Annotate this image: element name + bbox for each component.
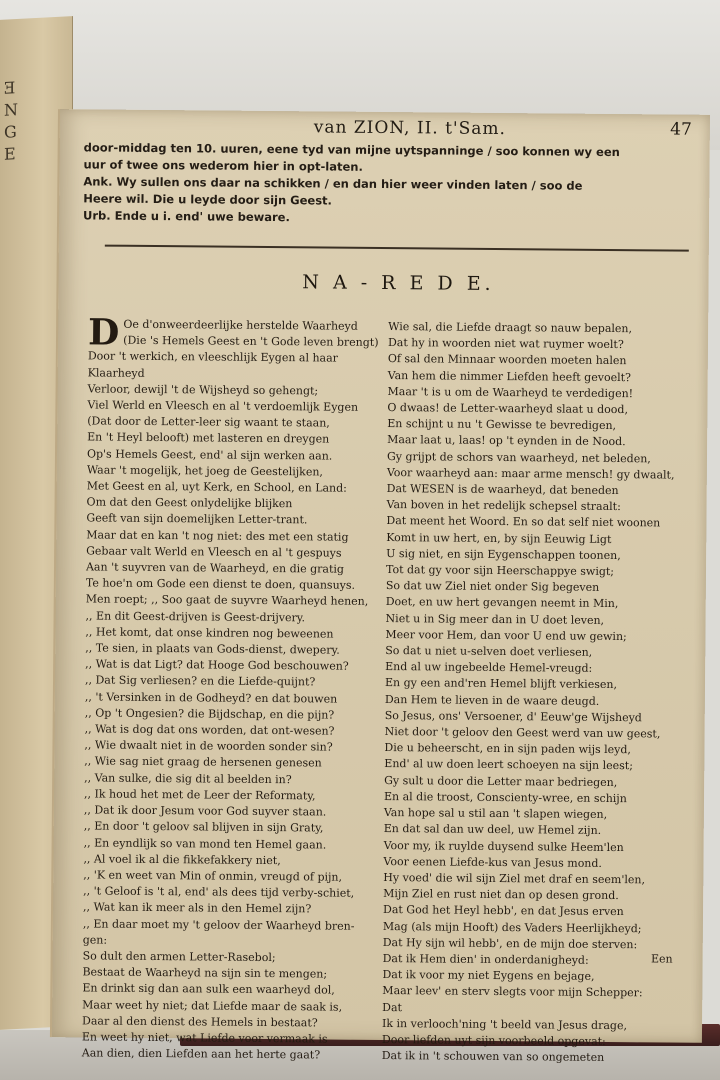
- poem-line: Op's Hemels Geest, end' al sijn werken aan.: [86, 447, 333, 463]
- poem-line: Maar laat u, laas! op 't eynden in de Nood.: [387, 433, 626, 449]
- poem-line: So dat u niet u-selven doet verliesen,: [385, 644, 593, 659]
- poem-line: ,, Al voel ik al die fikkefakkery niet,: [83, 852, 281, 867]
- poem-line: ,, Wie dwaalt niet in de woorden sonder sin?: [84, 738, 333, 754]
- poem-line: Viel Werld en Vleesch en al 't verdoemlijk Eygen: [87, 398, 359, 414]
- poem-line: End al uw ingebeelde Hemel-vreugd:: [385, 660, 593, 676]
- poem-line: Gebaar valt Werld en Vleesch en al 't gespuys: [86, 544, 342, 560]
- dialogue-block: [83, 139, 694, 229]
- section-heading: N A - R E D E.: [302, 271, 495, 295]
- margin-glyph: N: [4, 99, 18, 120]
- poem-line: Meer voor Hem, dan voor U end uw gewin;: [385, 627, 627, 643]
- poem-line: Door 't werkich, en vleeschlijk Eygen al haar: [87, 349, 339, 366]
- poem-line: Maar dat en kan 't nog niet: des met een statig: [86, 528, 349, 544]
- poem-line: Dat ik in 't schouwen van so ongemeten: [381, 1049, 605, 1065]
- poem-line: Om dat den Geest onlydelijke blijken: [86, 495, 293, 511]
- poem-line: Dat ik voor my niet Eygens en bejage,: [382, 968, 595, 983]
- poem-line: Dat Hy sijn wil hebb', en de mijn doe sterven:: [382, 935, 638, 951]
- poem-line: ,, Wat is dat Ligt? dat Hooge God beschouwen?: [85, 657, 349, 673]
- poem-line: Met Geest en al, uyt Kerk, en School, en Land:: [86, 479, 347, 495]
- poem-line: Geeft van sijn doemelijken Letter-trant.: [86, 511, 308, 527]
- poem-line: So Jesus, ons' Versoener, d' Eeuw'ge Wijsheyd: [384, 708, 642, 725]
- poem-line: ,, Van sulke, die sig dit al beelden in?: [84, 771, 292, 786]
- poem-line: ,, Wie sag niet graag de hersenen genesen: [84, 754, 322, 770]
- poem-line: door-middag ten 10. uuren, eene tyd van mijne uytspanninge / soo konnen wy een: [83, 140, 620, 160]
- poem-line: Urb. Ende u i. end' uwe beware.: [83, 208, 290, 225]
- poem-line: Tot dat gy voor sijn Heerschappye swigt;: [385, 563, 615, 579]
- poem-line: Dat ik Hem dien' in onderdanigheyd:: [382, 951, 589, 967]
- poem-line: ,, Dat Sig verliesen? en die Liefde-quijnt?: [84, 673, 316, 689]
- poem-line: So dat uw Ziel niet onder Sig begeven: [385, 579, 600, 595]
- page-number: 47: [670, 119, 692, 140]
- poem-line: ,, Wat is dog dat ons worden, dat ont-wesen?: [84, 722, 335, 738]
- poem-line: Die u beheerscht, en in sijn paden wijs leyd,: [384, 741, 631, 757]
- poem-line: Of sal den Minnaar woorden moeten halen: [387, 352, 627, 368]
- horizontal-rule: [105, 245, 689, 252]
- poem-line: U sig niet, en sijn Eygenschappen toonen,: [386, 546, 621, 562]
- poem-line: ,, 'K en weet van Min of onmin, vreugd of pijn,: [83, 868, 343, 884]
- poem-line: Ank. Wy sullen ons daar na schikken / en dan hier weer vinden laten / soo de: [83, 174, 583, 193]
- poem-line: Waar 't mogelijk, het joeg de Geestelijken,: [86, 463, 324, 479]
- poem-line: Voor my, ik ruylde duysend sulke Heem'len: [383, 838, 624, 854]
- margin-glyph: G: [4, 122, 17, 142]
- poem-line: Niet door 't geloov den Geest werd van uw geest,: [384, 725, 661, 741]
- poem-line: Men roept; ,, Soo gaat de suyvre Waarheyd henen,: [85, 592, 369, 609]
- poem-line: Maar leev' en sterv slegts voor mijn Schepper:: [382, 984, 643, 1000]
- poem-line: Verloor, dewijl 't de Wijsheyd so gehengt;: [87, 382, 319, 398]
- poem-line: Aan dien, dien Liefden aan het herte gaat?: [81, 1046, 321, 1062]
- poem-line: So dult den armen Letter-Rasebol;: [82, 949, 276, 965]
- catchword: Een: [650, 952, 673, 966]
- poem-line: Dat meent het Woord. En so dat self niet woonen: [386, 514, 661, 530]
- poem-line: ,, Ik houd het met de Leer der Reformaty,: [83, 787, 316, 803]
- poem-line: Door liefden uyt sijn voorbeeld opgevat:: [381, 1032, 606, 1048]
- poem-line: Gy grijpt de schors van waarheyd, net beleden,: [386, 449, 651, 465]
- poem-line: Heere wil. Die u leyde door sijn Geest.: [83, 191, 333, 208]
- poem-line: O dwaas! de Letter-waarheyd slaat u dood,: [387, 401, 629, 417]
- poem-right-column: [382, 319, 694, 1067]
- poem-line: Wie sal, die Liefde draagt so nauw bepalen,: [388, 320, 633, 336]
- poem-line: Doet, en uw hert gevangen neemt in Min,: [385, 595, 619, 611]
- poem-line: Maar weet hy niet; dat Liefde maar de saak is,: [82, 997, 343, 1014]
- poem-line: Van hem die nimmer Liefden heeft gevoelt?: [387, 368, 632, 384]
- poem-line: Klaarheyd: [87, 366, 145, 380]
- poem-line: En weet hy niet, wat Liefde voor vermaak is: [81, 1030, 328, 1046]
- poem-line: Maar 't is u om de Waarheyd te verdedigen!: [387, 384, 634, 400]
- poem-line: Bestaat de Waarheyd na sijn sin te mengen;: [82, 965, 328, 981]
- running-head: van ZION, II. t'Sam.: [313, 117, 507, 140]
- poem-line: Voor eenen Liefde-kus van Jesus mond.: [383, 854, 603, 870]
- facing-page-text: [4, 75, 64, 166]
- poem-line: En gy een and'ren Hemel blijft verkiesen,: [384, 676, 618, 692]
- poem-line: ,, Op 't Ongesien? die Bijdschap, en die pijn?: [84, 706, 335, 722]
- poem-line: Dat: [382, 1000, 403, 1014]
- poem-line: ,, Te sien, in plaats van Gods-dienst, dwepery.: [85, 641, 340, 657]
- poem-line: ,, Het komt, dat onse kindren nog beweenen: [85, 625, 334, 641]
- margin-glyph: Ǝ: [4, 78, 16, 98]
- poem-line: Aan 't suyvren van de Waarheyd, en die gratig: [85, 560, 345, 576]
- poem-line: Daar al den dienst des Hemels in bestaat?: [82, 1014, 318, 1030]
- poem-line: (Die 's Hemels Geest en 't Gode leven brengt): [123, 333, 379, 350]
- poem-line: ,, En dit Geest-drijven is Geest-drijvery.: [85, 609, 306, 624]
- margin-glyph: E: [4, 144, 16, 164]
- poem-line: Hy voed' die wil sijn Ziel met draf en seem'len,: [383, 870, 646, 887]
- poem-line: ,, En door 't geloov sal blijven in sijn Graty,: [83, 819, 324, 835]
- poem-line: ,, 't Geloof is 't al, end' als dees tijd verby-schiet,: [83, 884, 355, 900]
- poem-line: Dan Hem te lieven in de waare deugd.: [384, 692, 600, 708]
- poem-line: ,, En daar moet my 't geloov der Waarheyd bren-: [82, 916, 355, 933]
- poem-line: Niet u in Sig meer dan in U doet leven,: [385, 611, 605, 627]
- poem-line: Van hope sal u stil aan 't slapen wiegen,: [383, 806, 608, 822]
- poem-line: ,, Wat kan ik meer als in den Hemel zijn?: [82, 900, 312, 916]
- poem-line: ,, Dat ik door Jesum voor God suyver staan.: [83, 803, 327, 819]
- poem-line: Voor waarheyd aan: maar arme mensch! gy dwaalt,: [386, 465, 675, 482]
- poem-line: En schijnt u nu 't Gewisse te bevredigen,: [387, 417, 617, 433]
- poem-line: ,, En eyndlijk so van mond ten Hemel gaan.: [83, 835, 327, 852]
- poem-line: Ik in verlooch'ning 't beeld van Jesus drage,: [381, 1016, 628, 1032]
- poem-line: ,, 't Versinken in de Godheyd? en dat bouwen: [84, 690, 338, 706]
- poem-line: En drinkt sig dan aan sulk een waarheyd dol,: [82, 981, 335, 997]
- poem-line: Van boven in het redelijk schepsel straalt:: [386, 498, 621, 514]
- poem-line: Oe d'onweerdeerlijke herstelde Waarheyd: [123, 317, 358, 333]
- poem-line: Dat hy in woorden niet wat ruymer woelt?: [387, 336, 624, 352]
- poem-line: En al die troost, Conscienty-wree, en schijn: [383, 789, 627, 806]
- poem-line: Komt in uw hert, en, by sijn Eeuwig Ligt: [386, 530, 612, 546]
- poem-line: Mag (als mijn Hooft) des Vaders Heerlijkheyd;: [382, 919, 642, 935]
- poem-line: Te hoe'n om Gode een dienst te doen, quansuys.: [85, 576, 356, 593]
- poem-line: Dat God het Heyl hebb', en dat Jesus erven: [382, 903, 624, 919]
- drop-cap: D: [87, 311, 120, 354]
- book-page: [50, 109, 710, 1065]
- poem-line: Gy sult u door die Letter maar bedriegen,: [384, 773, 618, 789]
- poem-line: En dat sal dan uw deel, uw Hemel zijn.: [383, 822, 602, 838]
- poem-left-column: [81, 311, 388, 1064]
- poem-line: En 't Heyl belooft) met lasteren en dreygen: [87, 430, 330, 446]
- poem-line: (Dat door de Letter-leer sig waant te staan,: [87, 414, 330, 430]
- poem-line: Mijn Ziel en rust niet dan op desen grond.: [383, 887, 619, 903]
- poem-line: gen:: [82, 933, 108, 947]
- poem-line: Dat WESEN is de waarheyd, dat beneden: [386, 482, 619, 498]
- poem-line: uur of twee ons wederom hier in opt-laten.: [83, 157, 363, 174]
- poem-line: End' al uw doen leert schoeyen na sijn leest;: [384, 757, 634, 773]
